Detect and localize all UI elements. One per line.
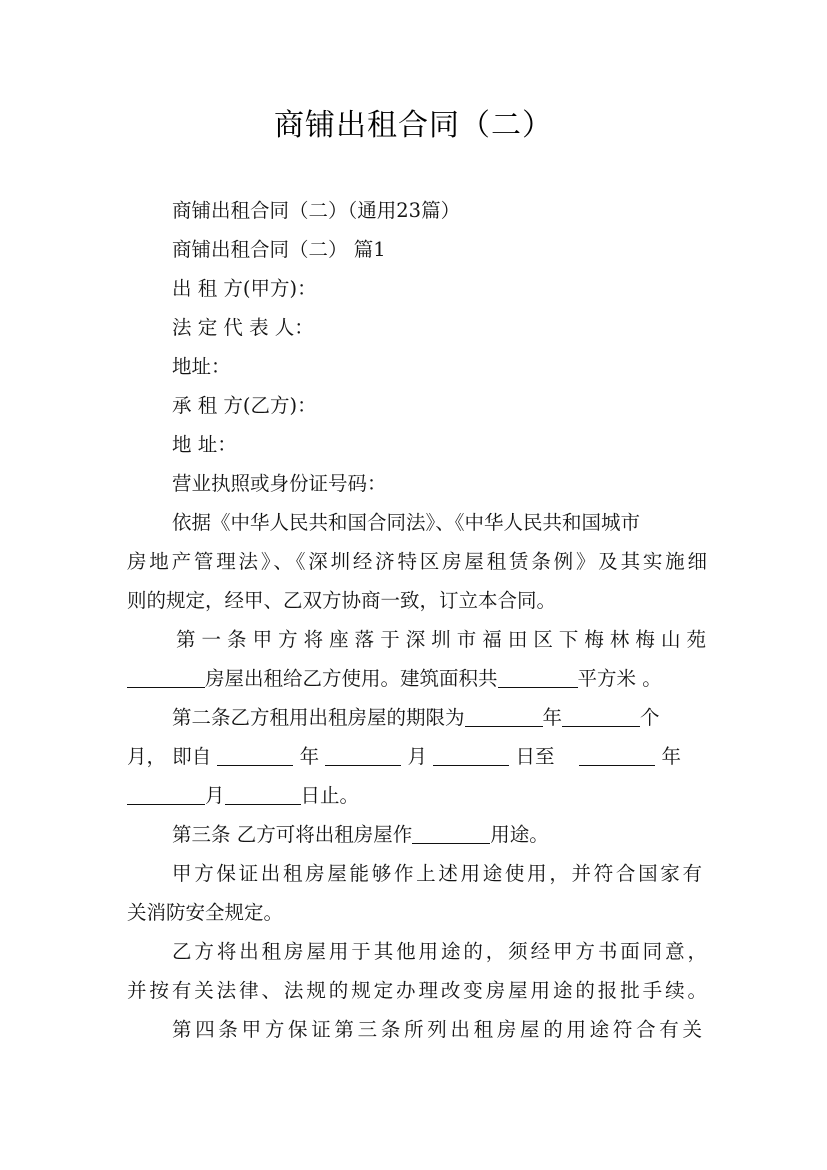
blank-line: [498, 666, 578, 687]
paragraph-line: 关消防安全规定。: [127, 901, 284, 924]
clause-1-line: 第一条甲方将座落于深圳市福田区下梅林梅山苑: [176, 628, 706, 651]
blank-line: [465, 705, 543, 726]
paragraph-line: 则的规定，经甲、乙双方协商一致，订立本合同。: [127, 589, 557, 612]
subtitle-line: 商铺出租合同（二）（通用23篇）: [172, 199, 461, 222]
lessor-field: 出 租 方(甲方)：: [172, 277, 317, 300]
paragraph-line: 乙方将出租房屋用于其他用途的，须经甲方书面同意，: [172, 940, 707, 963]
clause-1-line-2: 房屋出租给乙方使用。建筑面积共 平方米 。: [127, 659, 707, 698]
blank-line: [127, 666, 205, 687]
license-id-field: 营业执照或身份证号码：: [172, 472, 387, 495]
clause-4-line: 第四条甲方保证第三条所列出租房屋的用途符合有关: [172, 1018, 702, 1041]
blank-line: [412, 822, 490, 843]
legal-representative-field: 法 定 代 表 人：: [172, 316, 314, 339]
clause-2-line-3: 月 日止。: [127, 776, 707, 815]
document-title: 商铺出租合同（二）: [274, 108, 553, 143]
paragraph-line: 依据《中华人民共和国合同法》、《中华人民共和国城市: [172, 511, 641, 534]
clause-2-line: 第二条乙方租用出租房屋的期限为 年 个: [172, 706, 660, 729]
blank-line: [579, 744, 655, 765]
section-heading: 商铺出租合同（二） 篇1: [172, 238, 386, 261]
lessee-field: 承 租 方(乙方)：: [172, 394, 317, 417]
blank-line: [325, 744, 401, 765]
blank-line: [225, 783, 301, 804]
clause-3-line: 第三条 乙方可将出租房屋作 用途。: [172, 823, 549, 846]
blank-line: [127, 783, 205, 804]
lessee-address-field: 地 址：: [172, 433, 237, 456]
clause-2-line-2: 月， 即自 年 月 日至 年: [127, 745, 681, 768]
blank-line: [433, 744, 509, 765]
paragraph-line: 房地产管理法》、《深圳经济特区房屋租赁条例》及其实施细: [127, 550, 707, 573]
lessor-address-field: 地址：: [172, 355, 231, 378]
blank-line: [217, 744, 293, 765]
paragraph-line: 甲方保证出租房屋能够作上述用途使用，并符合国家有: [172, 862, 702, 885]
blank-line: [562, 705, 640, 726]
paragraph-line: 并按有关法律、法规的规定办理改变房屋用途的报批手续。: [127, 979, 707, 1002]
